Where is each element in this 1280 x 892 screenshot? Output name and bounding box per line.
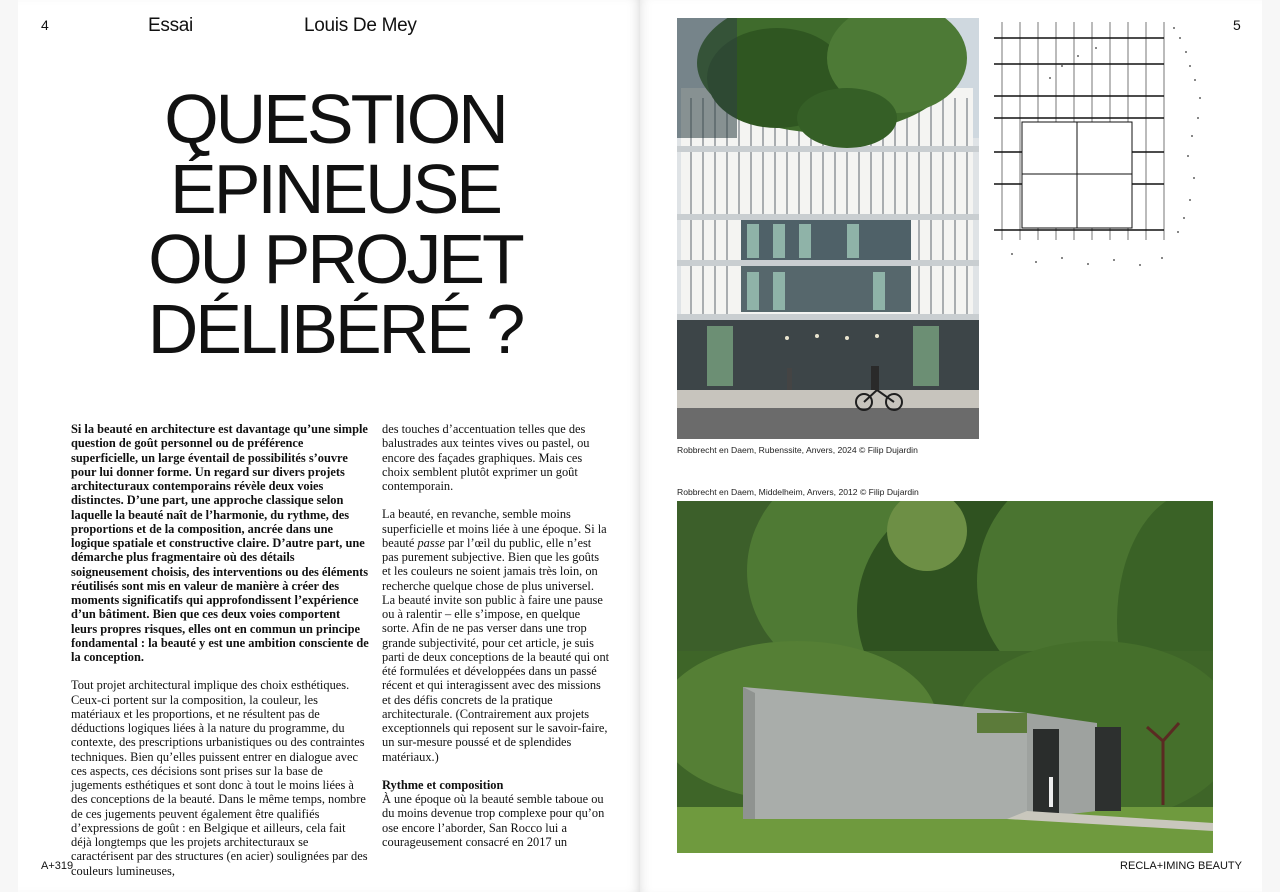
headline-line: QUESTION: [164, 80, 506, 158]
author-name: Louis De Mey: [304, 15, 417, 36]
subheading: Rythme et composition: [382, 777, 504, 792]
headline-line: DÉLIBÉRÉ ?: [147, 290, 523, 368]
italic-word: passe: [417, 535, 445, 550]
right-page: [640, 0, 1262, 892]
lead-paragraph: Si la beauté en architecture est davantage qu’une simple question de goût personnel ou de préférence superficielle, un large éventail de possibilités s’ouvre pour lui donner forme. Un regard sur divers projets architecturaux contemporains révèle deux voies distinctes. D’une part, une approche classique selon laquelle la beauté naît de l’harmonie, du rythme, des proportions et de la composition, ancrée dans une logique spatiale et constructive claire. D’autre part, une démarche plus fragmentaire où des détails soigneusement choisis, des interventions ou des éléments réutilisés sont mis en valeur de manière à créer des moments significatifs qui approfondissent l’expérience d’un bâtiment. Bien que ces deux voies comportent leurs propres risques, elles ont en commun un principe fondamental : la beauté y est une ambition consciente de la conception.: [71, 422, 369, 664]
body-paragraph: [382, 507, 610, 764]
section-block: [382, 778, 610, 849]
footer-right: RECLA+IMING BEAUTY: [1120, 860, 1242, 872]
page-number-right: 5: [1233, 17, 1241, 33]
body-paragraph: Tout projet architectural implique des choix esthétiques. Ceux-ci portent sur la composition, la couleur, les matériaux et les proportions, et ne résultent pas de déductions logiques liées à la nature du programme, du contexte, des prescriptions urbanistiques ou des contraintes techniques. Bien qu’elles puissent entrer en dialogue avec ces aspects, ces décisions sont prises sur la base de jugements esthétiques et sont donc à tout le moins liées à des conceptions de la beauté. Dans le même temps, nombre de ces jugements peuvent également être qualifiés d’expressions de goût : en Belgique et ailleurs, cela fait déjà longtemps que les projets architecturaux se caractérisent par des structures (en acier) soulignées par des couleurs lumineuses,: [71, 678, 368, 878]
pavilion-photo: [677, 501, 1213, 853]
text-column-1: [71, 422, 369, 892]
footer-left: A+319: [41, 860, 74, 872]
headline-line: ÉPINEUSE: [170, 150, 500, 228]
body-paragraph: À une époque où la beauté semble taboue ou du moins devenue trop complexe pour qu’on ose encore l’aborder, San Rocco lui a courageusement consacré en 2017 un: [382, 792, 605, 849]
article-headline: [135, 80, 535, 368]
photo-caption-top: Robbrecht en Daem, Rubenssite, Anvers, 2024 © Filip Dujardin: [677, 445, 918, 455]
photo-caption-bottom: Robbrecht en Daem, Middelheim, Anvers, 2012 © Filip Dujardin: [677, 487, 919, 497]
text-run: par l’œil du public, elle n’est pas purement subjective. Bien que les goûts et les couleurs ne soient jamais très loin, on recherche quelque chose de plus universel. La beauté invite son public à faire une pause ou à ralentir – elle s’impose, en quelque sorte. Afin de ne pas verser dans une trop grande subjectivité, pour cet article, je suis parti de deux conceptions de la beauté qui ont été formulées et développées dans un passé récent et qui interagissent avec des missions et des défis concrets de la pratique architecturale. (Contrairement aux projets exceptionnels qui reposent sur le savoir-faire, un sur-mesure poussé et de splendides matériaux.): [382, 535, 610, 764]
section-label: Essai: [148, 15, 193, 36]
page-number-left: 4: [41, 17, 49, 33]
elevation-drawing: [992, 18, 1212, 272]
building-facade-photo: [677, 18, 979, 439]
headline-line: OU PROJET: [148, 220, 522, 298]
text-run: La beauté, en revanche, semble moins superficielle et moins liée à une époque. Si la beauté: [382, 507, 607, 550]
left-page: [18, 0, 640, 892]
text-column-2: [382, 422, 610, 863]
body-paragraph: des touches d’accentuation telles que des balustrades aux teintes vives ou pastel, ou encore des façades graphiques. Mais ces choix semblent plutôt exprimer un goût contemporain.: [382, 422, 590, 493]
